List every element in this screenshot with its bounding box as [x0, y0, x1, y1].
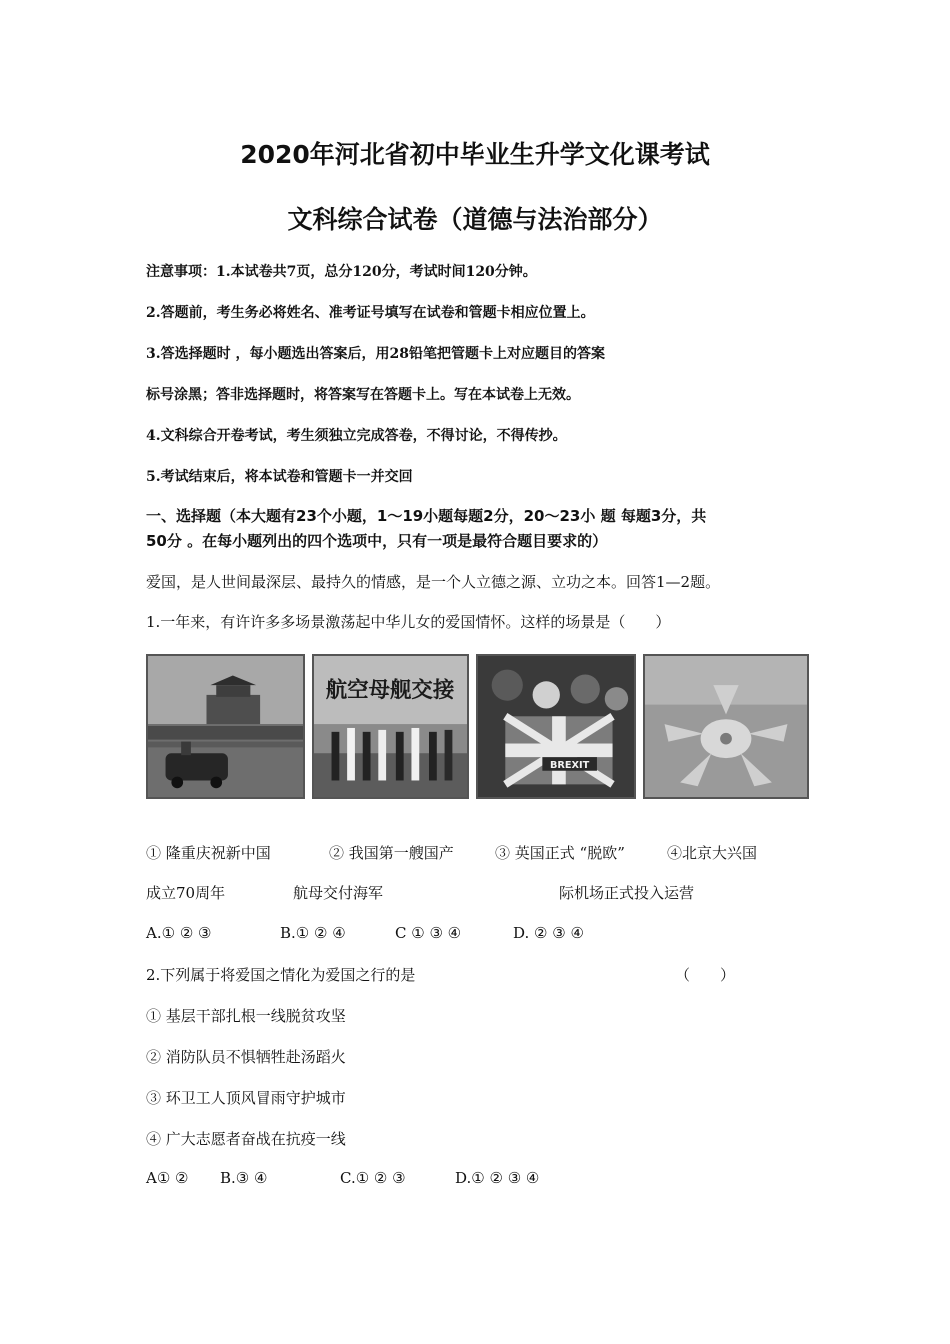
note-3b: 标号涂黑；答非选择题时，将答案写在答题卡上。写在本试卷上无效。: [146, 387, 580, 403]
q2-option-d: D.① ② ③ ④: [455, 1169, 540, 1187]
section-heading-line1: 一、选择题（本大题有23个小题，1～19小题每题2分，20～23小 题 每题3分，共: [146, 507, 707, 525]
q2-item-3: ③ 环卫工人顶风冒雨守护城市: [146, 1089, 346, 1107]
photo-brexit-flag: [476, 654, 636, 799]
exam-title-line1: 2020年河北省初中毕业生升学文化课考试: [240, 140, 710, 169]
note-2: 2.答题前，考生务必将姓名、准考证号填写在试卷和管题卡相应位置上。: [146, 305, 595, 321]
q2-option-a: A① ②: [146, 1169, 189, 1187]
q1-option-a: A.① ② ③: [146, 924, 212, 942]
photo-daxing-airport: [643, 654, 809, 799]
photo-national-day-parade: [146, 654, 305, 799]
exam-title-line2: 文科综合试卷（道德与法治部分）: [287, 205, 663, 234]
q2-option-b: B.③ ④: [220, 1169, 268, 1187]
q1-option-c: C ① ③ ④: [395, 924, 462, 942]
q2-option-c: C.① ② ③: [340, 1169, 406, 1187]
caption-4-line1: ④北京大兴国: [667, 844, 758, 862]
note-4: 4.文科综合开卷考试，考生须独立完成答卷，不得讨论，不得传抄。: [146, 428, 567, 444]
caption-1-line1: ① 隆重庆祝新中国: [146, 844, 271, 862]
section-heading-line2: 50分 。在每小题列出的四个选项中，只有一项是最符合题目要求的）: [146, 532, 608, 550]
caption-3-line1: ③ 英国正式 “脱欧”: [495, 844, 625, 862]
photo3-banner-text: BREXIT: [549, 759, 590, 771]
note-5: 5.考试结束后，将本试卷和管题卡一并交回: [146, 469, 413, 485]
note-3a: 3.答选择题时 ，每小题选出答案后，用28铅笔把管题卡上对应题目的答案: [146, 346, 605, 362]
question-1-stem: 1.一年来，有许许多多场景激荡起中华儿女的爱国情怀。这样的场景是（ ）: [146, 613, 671, 631]
photo-aircraft-carrier-handover: [312, 654, 469, 799]
q2-item-1: ① 基层干部扎根一线脱贫攻坚: [146, 1007, 346, 1025]
note-1: 注意事项：1.本试卷共7页，总分120分，考试时间120分钟。: [146, 264, 537, 280]
q2-item-4: ④ 广大志愿者奋战在抗疫一线: [146, 1130, 346, 1148]
question-2-stem: 2.下列属于将爱国之情化为爱国之行的是: [146, 966, 416, 984]
reading-intro: 爱国，是人世间最深层、最持久的情感，是一个人立德之源、立功之本。回答1—2题。: [146, 573, 721, 591]
caption-4-line2: 际机场正式投入运营: [559, 884, 695, 902]
q1-option-d: D. ② ③ ④: [513, 924, 584, 942]
q2-item-2: ② 消防队员不惧牺牲赴汤蹈火: [146, 1048, 346, 1066]
question-2-answer-paren: （ ）: [675, 966, 736, 984]
caption-1-line2: 成立70周年: [146, 884, 226, 902]
caption-2-line2: 航母交付海军: [293, 884, 384, 902]
caption-2-line1: ② 我国第一艘国产: [329, 844, 454, 862]
photo2-banner-text: 航空母舰交接: [325, 677, 455, 703]
q1-option-b: B.① ② ④: [280, 924, 346, 942]
